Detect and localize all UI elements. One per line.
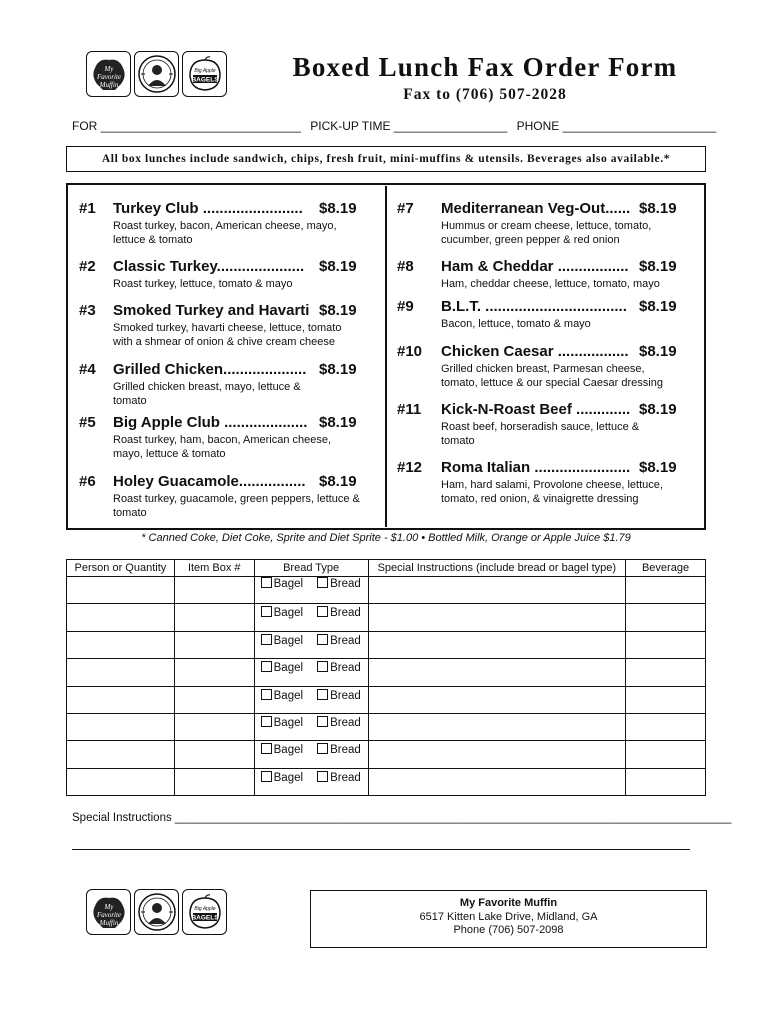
bagel-label: Bagel <box>273 578 304 590</box>
seal-logo <box>134 889 179 935</box>
item-price: $8.19 <box>639 343 677 360</box>
special-instructions-cell[interactable] <box>368 659 625 686</box>
item-price: $8.19 <box>639 200 677 217</box>
item-name: Turkey Club ........................ <box>113 200 303 217</box>
muffin-logo <box>86 889 131 935</box>
item-box-cell[interactable] <box>174 713 254 740</box>
item-number: #1 <box>79 200 96 217</box>
person-cell[interactable] <box>67 604 175 631</box>
col-header-bread-type: Bread Type <box>254 560 368 577</box>
special-instructions-cell[interactable] <box>368 631 625 658</box>
beverage-cell[interactable] <box>626 577 706 604</box>
table-row <box>67 686 706 713</box>
seal-logo <box>134 51 179 97</box>
item-description: Roast turkey, ham, bacon, American cheese, mayo, lettuce & tomato <box>113 434 332 460</box>
bread-type-cell <box>254 686 368 713</box>
item-number: #10 <box>397 343 423 360</box>
item-number: #12 <box>397 459 423 476</box>
pickup-time-field[interactable]: PICK-UP TIME _________________ <box>310 119 508 133</box>
item-number: #3 <box>79 302 96 319</box>
item-number: #9 <box>397 298 414 315</box>
bagel-checkbox[interactable] <box>261 634 272 645</box>
muffin-logo-text-3: Muffin <box>99 81 118 89</box>
item-name: B.L.T. .................................. <box>441 298 627 315</box>
table-row <box>67 713 706 740</box>
item-box-cell[interactable] <box>174 604 254 631</box>
beverage-cell[interactable] <box>626 631 706 658</box>
bagels-logo-text-2: BAGELS <box>190 76 219 84</box>
item-description: Roast turkey, lettuce, tomato & mayo <box>113 278 293 290</box>
special-instructions-cell[interactable] <box>368 686 625 713</box>
bread-label: Bread <box>330 689 361 702</box>
beverage-cell[interactable] <box>626 659 706 686</box>
item-price: $8.19 <box>319 414 357 431</box>
item-description: Hummus or cream cheese, lettuce, tomato, cucumber, green pepper & red onion <box>441 220 652 246</box>
bread-label: Bread <box>330 744 361 757</box>
bagels-logo-text-1: Big Apple <box>193 906 216 912</box>
item-description: Roast turkey, bacon, American cheese, mayo, lettuce & tomato <box>113 220 337 246</box>
col-header-beverage: Beverage <box>626 560 706 577</box>
bagel-checkbox[interactable] <box>261 716 272 727</box>
person-cell[interactable] <box>67 659 175 686</box>
item-name: Grilled Chicken.................... <box>113 361 307 378</box>
bagel-checkbox[interactable] <box>261 743 272 754</box>
person-cell[interactable] <box>67 631 175 658</box>
bagel-label: Bagel <box>273 662 304 675</box>
person-cell[interactable] <box>67 741 175 768</box>
person-cell[interactable] <box>67 768 175 795</box>
person-cell[interactable] <box>67 577 175 604</box>
bread-label: Bread <box>330 578 361 590</box>
item-price: $8.19 <box>319 258 357 275</box>
bread-checkbox[interactable] <box>317 743 328 754</box>
table-row <box>67 604 706 631</box>
table-row <box>67 631 706 658</box>
beverage-cell[interactable] <box>626 768 706 795</box>
bagel-label: Bagel <box>273 607 304 620</box>
bagel-checkbox[interactable] <box>261 689 272 700</box>
item-box-cell[interactable] <box>174 686 254 713</box>
special-instructions-cell[interactable] <box>368 768 625 795</box>
bagel-label: Bagel <box>273 634 304 647</box>
bagel-checkbox[interactable] <box>261 771 272 782</box>
business-phone: Phone (706) 507-2098 <box>453 924 564 936</box>
col-header-special-instructions: Special Instructions (include bread or bagel type) <box>368 560 625 577</box>
bagel-label: Bagel <box>273 689 304 702</box>
item-box-cell[interactable] <box>174 768 254 795</box>
table-row <box>67 741 706 768</box>
bread-checkbox[interactable] <box>317 689 328 700</box>
muffin-logo-text-3: Muffin <box>99 919 118 927</box>
special-instructions-cell[interactable] <box>368 604 625 631</box>
item-number: #5 <box>79 414 96 431</box>
person-cell[interactable] <box>67 713 175 740</box>
item-price: $8.19 <box>639 401 677 418</box>
muffin-logo-text-2: Favorite <box>96 911 121 919</box>
bagels-logo <box>182 889 227 935</box>
order-table-header-row <box>67 560 706 577</box>
bread-label: Bread <box>330 716 361 729</box>
logos-top <box>86 51 227 97</box>
muffin-logo-text-1: My <box>104 903 113 911</box>
item-number: #8 <box>397 258 414 275</box>
item-box-cell[interactable] <box>174 577 254 604</box>
item-description: Smoked turkey, havarti cheese, lettuce, tomato with a shmear of onion & chive cream cheese <box>113 322 342 348</box>
item-name: Holey Guacamole................ <box>113 473 306 490</box>
item-description: Ham, cheddar cheese, lettuce, tomato, mayo <box>441 278 660 290</box>
bread-checkbox[interactable] <box>317 577 328 588</box>
logos-bottom <box>86 889 227 935</box>
item-number: #4 <box>79 361 96 378</box>
item-price: $8.19 <box>639 258 677 275</box>
beverage-cell[interactable] <box>626 713 706 740</box>
special-instructions-field[interactable]: Special Instructions _______________________________________________________________________________________ <box>72 812 732 824</box>
bread-label: Bread <box>330 634 361 647</box>
bagel-label: Bagel <box>273 716 304 729</box>
beverage-cell[interactable] <box>626 604 706 631</box>
muffin-logo-text-2: Favorite <box>96 73 121 81</box>
contact-line <box>72 119 722 133</box>
for-field[interactable]: FOR ______________________________ <box>72 119 301 133</box>
item-name: Chicken Caesar ................. <box>441 343 629 360</box>
bagels-logo <box>182 51 227 97</box>
person-cell[interactable] <box>67 686 175 713</box>
item-price: $8.19 <box>639 298 677 315</box>
table-row <box>67 659 706 686</box>
bread-checkbox[interactable] <box>317 771 328 782</box>
bagel-label: Bagel <box>273 771 304 784</box>
bread-type-cell <box>254 604 368 631</box>
bagel-checkbox[interactable] <box>261 577 272 588</box>
bread-label: Bread <box>330 662 361 675</box>
phone-field[interactable]: PHONE _______________________ <box>516 119 717 133</box>
address-box <box>310 890 707 948</box>
item-name: Big Apple Club .................... <box>113 414 308 431</box>
notice-banner: All box lunches include sandwich, chips, fresh fruit, mini-muffins & utensils. Beverages also available.* <box>66 146 706 172</box>
bread-checkbox[interactable] <box>317 606 328 617</box>
table-row <box>67 768 706 795</box>
bread-type-cell <box>254 631 368 658</box>
special-instructions-line-2[interactable] <box>72 838 690 850</box>
order-table <box>66 559 706 796</box>
fax-number: Fax to (706) 507-2028 <box>403 86 567 103</box>
item-description: Bacon, lettuce, tomato & mayo <box>441 318 591 330</box>
muffin-logo-text-1: My <box>104 65 113 73</box>
item-number: #2 <box>79 258 96 275</box>
bread-label: Bread <box>330 607 361 620</box>
item-box-cell[interactable] <box>174 741 254 768</box>
business-name: My Favorite Muffin <box>459 897 558 909</box>
table-row <box>67 577 706 604</box>
beverage-note: * Canned Coke, Diet Coke, Sprite and Diet Sprite - $1.00 • Bottled Milk, Orange or Apple Juice $1.79 <box>141 532 631 544</box>
bagel-checkbox[interactable] <box>261 661 272 672</box>
item-name: Ham & Cheddar ................. <box>441 258 629 275</box>
item-price: $8.19 <box>319 361 357 378</box>
beverage-cell[interactable] <box>626 741 706 768</box>
bread-checkbox[interactable] <box>317 661 328 672</box>
item-price: $8.19 <box>319 302 357 319</box>
bread-type-cell <box>254 768 368 795</box>
bread-checkbox[interactable] <box>317 634 328 645</box>
item-box-cell[interactable] <box>174 659 254 686</box>
item-number: #11 <box>397 401 422 418</box>
menu-divider <box>385 186 387 527</box>
col-header-item-box: Item Box # <box>174 560 254 577</box>
item-name: Classic Turkey..................... <box>113 258 305 275</box>
item-price: $8.19 <box>319 200 357 217</box>
muffin-logo <box>86 51 131 97</box>
item-name: Kick-N-Roast Beef ............. <box>441 401 631 418</box>
special-instructions-cell[interactable] <box>368 713 625 740</box>
item-name: Mediterranean Veg-Out...... <box>441 200 631 217</box>
item-description: Grilled chicken breast, mayo, lettuce & tomato <box>113 381 301 407</box>
item-number: #6 <box>79 473 96 490</box>
bread-type-cell <box>254 713 368 740</box>
item-box-cell[interactable] <box>174 631 254 658</box>
item-description: Roast turkey, guacamole, green peppers, lettuce & tomato <box>113 493 360 519</box>
item-price: $8.19 <box>639 459 677 476</box>
special-instructions-cell[interactable] <box>368 741 625 768</box>
bagels-logo-text-2: BAGELS <box>190 914 219 922</box>
bagel-label: Bagel <box>273 744 304 757</box>
item-number: #7 <box>397 200 414 217</box>
item-price: $8.19 <box>319 473 357 490</box>
bagel-checkbox[interactable] <box>261 606 272 617</box>
item-name: Roma Italian ....................... <box>441 459 631 476</box>
bread-type-cell <box>254 577 368 604</box>
special-instructions-cell[interactable] <box>368 577 625 604</box>
page-title: Boxed Lunch Fax Order Form <box>292 52 678 82</box>
business-address: 6517 Kitten Lake Drive, Midland, GA <box>419 910 598 923</box>
bread-checkbox[interactable] <box>317 716 328 727</box>
item-description: Roast beef, horseradish sauce, lettuce & tomato <box>441 421 640 447</box>
item-name: Smoked Turkey and Havarti <box>113 302 310 319</box>
col-header-person: Person or Quantity <box>67 560 175 577</box>
item-description: Ham, hard salami, Provolone cheese, lettuce, tomato, red onion, & vinaigrette dressing <box>441 479 663 505</box>
beverage-cell[interactable] <box>626 686 706 713</box>
bread-type-cell <box>254 659 368 686</box>
bread-label: Bread <box>330 771 361 784</box>
item-description: Grilled chicken breast, Parmesan cheese, tomato, lettuce & our special Caesar dressing <box>441 363 663 389</box>
bagels-logo-text-1: Big Apple <box>193 68 216 74</box>
bread-type-cell <box>254 741 368 768</box>
